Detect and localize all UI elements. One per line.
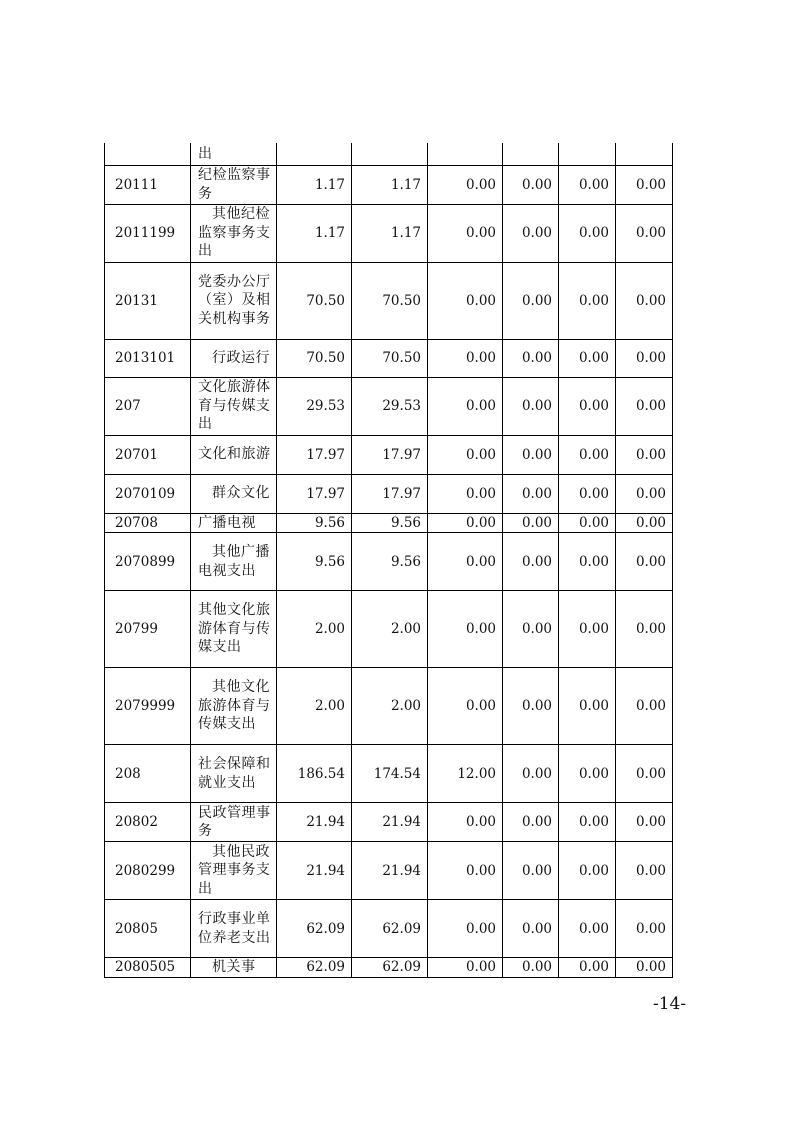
table-row: [105, 474, 673, 513]
row-value-1: 62.09: [277, 958, 352, 978]
row-code: 2011199: [105, 204, 191, 262]
row-value-3: 0.00: [428, 377, 503, 435]
row-value-3: 0.00: [428, 900, 503, 958]
row-value-4: 0.00: [503, 377, 559, 435]
row-name: 其他文化旅游体育与传媒支出: [191, 668, 277, 745]
row-value-3: [428, 143, 503, 165]
row-value-1: 70.50: [277, 262, 352, 339]
row-value-5: 0.00: [559, 339, 616, 377]
row-value-2: 21.94: [352, 803, 428, 842]
row-value-5: 0.00: [559, 377, 616, 435]
row-value-4: 0.00: [503, 900, 559, 958]
budget-table: [104, 143, 673, 978]
row-value-3: 0.00: [428, 204, 503, 262]
row-value-4: 0.00: [503, 474, 559, 513]
row-value-2: 2.00: [352, 668, 428, 745]
row-value-3: 0.00: [428, 591, 503, 668]
row-code: 20131: [105, 262, 191, 339]
row-value-4: 0.00: [503, 668, 559, 745]
row-code: 2013101: [105, 339, 191, 377]
row-name: 行政事业单位养老支出: [191, 900, 277, 958]
row-name: 机关事: [191, 958, 277, 978]
row-name: 行政运行: [191, 339, 277, 377]
row-value-6: 0.00: [616, 668, 673, 745]
row-name: 文化旅游体育与传媒支出: [191, 377, 277, 435]
row-name: 社会保障和就业支出: [191, 745, 277, 803]
row-value-4: [503, 143, 559, 165]
row-value-5: 0.00: [559, 533, 616, 591]
row-value-1: 62.09: [277, 900, 352, 958]
row-value-2: 17.97: [352, 474, 428, 513]
page-number: -14-: [653, 994, 687, 1014]
row-value-3: 0.00: [428, 262, 503, 339]
row-value-6: 0.00: [616, 165, 673, 204]
row-value-3: 0.00: [428, 958, 503, 978]
row-value-1: 1.17: [277, 204, 352, 262]
row-value-5: 0.00: [559, 165, 616, 204]
row-code: [105, 143, 191, 165]
row-value-2: 62.09: [352, 958, 428, 978]
row-value-2: 1.17: [352, 204, 428, 262]
row-value-5: 0.00: [559, 435, 616, 474]
row-name: 党委办公厅（室）及相关机构事务: [191, 262, 277, 339]
row-value-6: 0.00: [616, 900, 673, 958]
row-value-1: 21.94: [277, 803, 352, 842]
row-name: 出: [191, 143, 277, 165]
table-row: [105, 533, 673, 591]
table-row: [105, 803, 673, 842]
row-code: 2080505: [105, 958, 191, 978]
row-value-2: 1.17: [352, 165, 428, 204]
row-code: 20701: [105, 435, 191, 474]
row-value-5: 0.00: [559, 262, 616, 339]
row-value-6: 0.00: [616, 474, 673, 513]
row-value-4: 0.00: [503, 435, 559, 474]
row-value-5: [559, 143, 616, 165]
row-code: 20111: [105, 165, 191, 204]
row-value-1: 9.56: [277, 533, 352, 591]
row-value-6: 0.00: [616, 842, 673, 900]
table-row: [105, 204, 673, 262]
row-value-2: 29.53: [352, 377, 428, 435]
row-name: 其他广播电视支出: [191, 533, 277, 591]
row-value-6: 0.00: [616, 377, 673, 435]
table-row: [105, 842, 673, 900]
row-value-1: 70.50: [277, 339, 352, 377]
row-value-6: 0.00: [616, 803, 673, 842]
table-body: [105, 143, 673, 977]
row-value-2: 9.56: [352, 513, 428, 533]
row-code: 2070109: [105, 474, 191, 513]
row-value-3: 12.00: [428, 745, 503, 803]
row-code: 20805: [105, 900, 191, 958]
row-value-5: 0.00: [559, 842, 616, 900]
row-value-1: 17.97: [277, 435, 352, 474]
row-value-4: 0.00: [503, 803, 559, 842]
row-value-1: 9.56: [277, 513, 352, 533]
row-code: 2080299: [105, 842, 191, 900]
row-value-1: 2.00: [277, 591, 352, 668]
row-value-3: 0.00: [428, 165, 503, 204]
row-value-5: 0.00: [559, 474, 616, 513]
row-value-1: 21.94: [277, 842, 352, 900]
row-value-5: 0.00: [559, 204, 616, 262]
row-value-4: 0.00: [503, 842, 559, 900]
row-value-5: 0.00: [559, 513, 616, 533]
row-code: 20802: [105, 803, 191, 842]
table-row: [105, 262, 673, 339]
row-value-3: 0.00: [428, 533, 503, 591]
row-name: 文化和旅游: [191, 435, 277, 474]
row-name: 广播电视: [191, 513, 277, 533]
row-value-6: 0.00: [616, 533, 673, 591]
table-row: [105, 745, 673, 803]
row-value-5: 0.00: [559, 900, 616, 958]
row-value-1: 1.17: [277, 165, 352, 204]
row-value-1: 186.54: [277, 745, 352, 803]
row-value-3: 0.00: [428, 435, 503, 474]
table-row: [105, 591, 673, 668]
row-name: 其他文化旅游体育与传媒支出: [191, 591, 277, 668]
row-value-4: 0.00: [503, 958, 559, 978]
row-value-6: 0.00: [616, 435, 673, 474]
row-code: 207: [105, 377, 191, 435]
row-value-4: 0.00: [503, 745, 559, 803]
row-value-1: 2.00: [277, 668, 352, 745]
row-value-4: 0.00: [503, 165, 559, 204]
row-value-5: 0.00: [559, 745, 616, 803]
table-row: [105, 900, 673, 958]
row-value-2: 21.94: [352, 842, 428, 900]
row-value-4: 0.00: [503, 339, 559, 377]
row-value-3: 0.00: [428, 339, 503, 377]
row-value-4: 0.00: [503, 204, 559, 262]
row-value-6: 0.00: [616, 958, 673, 978]
table-row: [105, 958, 673, 978]
row-value-6: 0.00: [616, 745, 673, 803]
row-value-4: 0.00: [503, 513, 559, 533]
row-name: 民政管理事务: [191, 803, 277, 842]
row-value-4: 0.00: [503, 591, 559, 668]
row-code: 2079999: [105, 668, 191, 745]
table-row: [105, 668, 673, 745]
row-value-6: [616, 143, 673, 165]
row-value-2: 174.54: [352, 745, 428, 803]
row-value-5: 0.00: [559, 591, 616, 668]
row-value-1: 17.97: [277, 474, 352, 513]
row-value-2: 17.97: [352, 435, 428, 474]
table-row: [105, 339, 673, 377]
row-value-6: 0.00: [616, 262, 673, 339]
row-value-4: 0.00: [503, 262, 559, 339]
row-value-3: 0.00: [428, 513, 503, 533]
row-name: 纪检监察事务: [191, 165, 277, 204]
row-value-6: 0.00: [616, 591, 673, 668]
row-value-1: 29.53: [277, 377, 352, 435]
row-value-6: 0.00: [616, 339, 673, 377]
row-name: 其他纪检监察事务支出: [191, 204, 277, 262]
row-value-2: [352, 143, 428, 165]
row-value-6: 0.00: [616, 513, 673, 533]
row-value-3: 0.00: [428, 474, 503, 513]
row-code: 20799: [105, 591, 191, 668]
row-value-5: 0.00: [559, 958, 616, 978]
row-value-4: 0.00: [503, 533, 559, 591]
table-row: [105, 435, 673, 474]
row-value-5: 0.00: [559, 668, 616, 745]
row-value-2: 70.50: [352, 339, 428, 377]
row-value-3: 0.00: [428, 668, 503, 745]
table-row: [105, 143, 673, 165]
row-code: 20708: [105, 513, 191, 533]
table-row: [105, 165, 673, 204]
row-value-1: [277, 143, 352, 165]
table-row: [105, 377, 673, 435]
row-value-2: 62.09: [352, 900, 428, 958]
table-row: [105, 513, 673, 533]
row-value-3: 0.00: [428, 842, 503, 900]
row-value-6: 0.00: [616, 204, 673, 262]
row-name: 其他民政管理事务支出: [191, 842, 277, 900]
row-code: 2070899: [105, 533, 191, 591]
row-value-5: 0.00: [559, 803, 616, 842]
row-code: 208: [105, 745, 191, 803]
row-value-3: 0.00: [428, 803, 503, 842]
row-value-2: 9.56: [352, 533, 428, 591]
row-value-2: 70.50: [352, 262, 428, 339]
row-value-2: 2.00: [352, 591, 428, 668]
row-name: 群众文化: [191, 474, 277, 513]
